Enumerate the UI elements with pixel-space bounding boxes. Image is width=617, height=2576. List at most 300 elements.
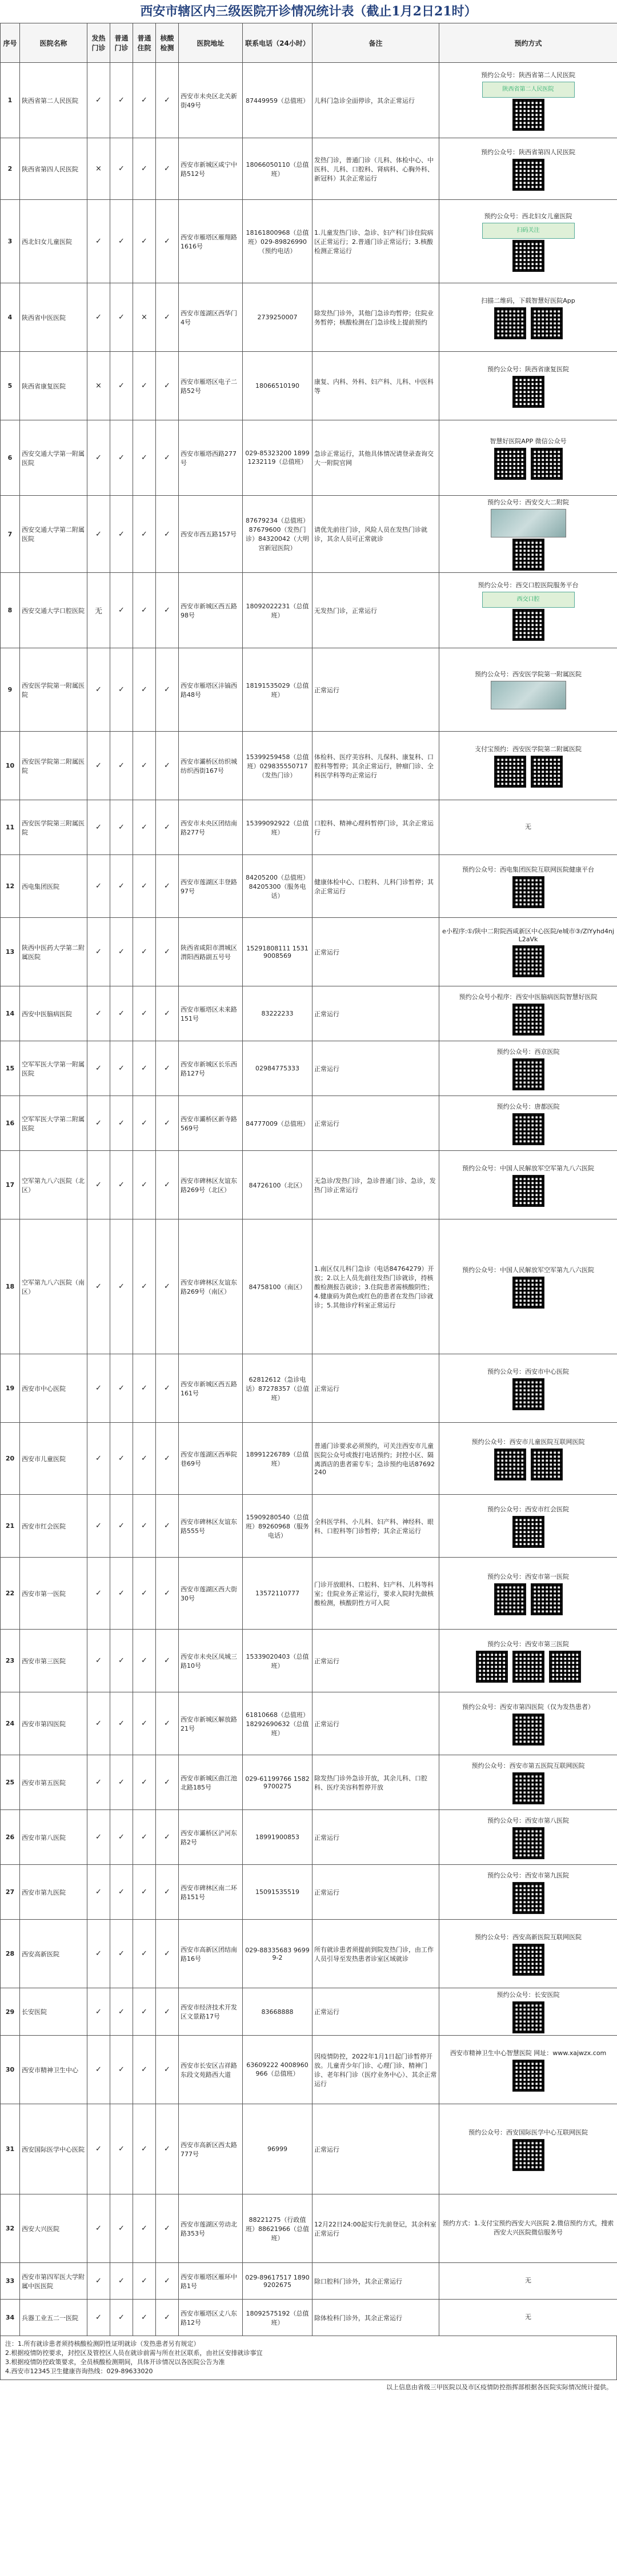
qr-code-icon[interactable] bbox=[494, 1583, 526, 1615]
hospital-phone: 15399092922（总值班） bbox=[243, 800, 312, 855]
nucleic-test-status: ✓ bbox=[156, 1810, 179, 1865]
booking-text: 预约公众号：陕西省康复医院 bbox=[487, 365, 569, 373]
nucleic-test-status: ✓ bbox=[156, 1865, 179, 1920]
hospital-name: 西安交通大学第二附属医院 bbox=[20, 496, 87, 573]
outpatient-status: ✓ bbox=[110, 648, 133, 732]
hospital-note: 无急诊/发热门诊，急诊普通门诊、急诊，发热门诊正常运行 bbox=[312, 1151, 439, 1219]
hospital-name: 西安国际医学中心医院 bbox=[20, 2104, 87, 2194]
outpatient-status: ✓ bbox=[110, 1219, 133, 1354]
inpatient-status: ✓ bbox=[133, 1096, 156, 1151]
booking-text: 预约公众号：唐都医院 bbox=[496, 1102, 560, 1110]
nucleic-test-status: ✓ bbox=[156, 918, 179, 986]
hospital-address: 西安市新城区咸宁中路512号 bbox=[179, 138, 243, 200]
qr-code-icon[interactable] bbox=[549, 1651, 581, 1683]
booking-method[interactable] bbox=[439, 63, 617, 138]
nucleic-test-status: ✓ bbox=[156, 1920, 179, 1988]
nucleic-test-status: ✓ bbox=[156, 648, 179, 732]
fever-clinic-status: ✓ bbox=[87, 918, 110, 986]
hospital-phone: 87449959（总值班） bbox=[243, 63, 312, 138]
inpatient-status: × bbox=[133, 283, 156, 352]
qr-code-icon[interactable] bbox=[512, 1004, 544, 1036]
booking-text: 扫描二维码，下载智慧好医院App bbox=[481, 296, 575, 304]
qr-code-group bbox=[441, 159, 615, 191]
header-phone: 联系电话（24小时） bbox=[243, 23, 312, 63]
qr-code-icon[interactable] bbox=[476, 1651, 508, 1683]
hospital-phone: 029-88335683 96999-2 bbox=[243, 1920, 312, 1988]
hospital-address: 西安市未央区团结南路277号 bbox=[179, 800, 243, 855]
hospital-name: 西安市第一医院 bbox=[20, 1558, 87, 1630]
qr-code-icon[interactable] bbox=[494, 448, 526, 480]
booking-text: 预约公众号：西安交大二附院 bbox=[487, 499, 569, 506]
inpatient-status: ✓ bbox=[133, 986, 156, 1041]
row-number: 20 bbox=[1, 1423, 20, 1495]
qr-code-group bbox=[441, 1175, 615, 1207]
booking-text: 预约公众号：西安市第三医院 bbox=[487, 1640, 569, 1648]
hospital-phone: 84758100（南区） bbox=[243, 1219, 312, 1354]
hospital-phone: 18092575192（总值班） bbox=[243, 2300, 312, 2336]
inpatient-status: ✓ bbox=[133, 800, 156, 855]
hospital-note: 无发热门诊，正常运行 bbox=[312, 573, 439, 648]
inpatient-status: ✓ bbox=[133, 1151, 156, 1219]
booking-method[interactable] bbox=[439, 1810, 617, 1865]
hospital-note: 普通门诊要求必须预约，可关注西安市儿童医院公众号或拨打电话预约；封控小区、隔离酒店的患者需专车；急诊预约电话87692240 bbox=[312, 1423, 439, 1495]
table-row bbox=[1, 1865, 617, 1920]
qr-code-icon[interactable] bbox=[531, 756, 563, 788]
fever-clinic-status: ✓ bbox=[87, 2300, 110, 2336]
qr-code-icon[interactable] bbox=[512, 1944, 544, 1976]
nucleic-test-status: ✓ bbox=[156, 1096, 179, 1151]
nucleic-test-status: ✓ bbox=[156, 1151, 179, 1219]
hospital-name: 西安市儿童医院 bbox=[20, 1423, 87, 1495]
header-fever: 发热门诊 bbox=[87, 23, 110, 63]
outpatient-status: ✓ bbox=[110, 352, 133, 420]
hospital-note: 除体检科门诊外，其余正常运行 bbox=[312, 2300, 439, 2336]
hospital-address: 西安市长安区吉祥路东段文苑路西大道 bbox=[179, 2036, 243, 2104]
inpatient-status: ✓ bbox=[133, 1755, 156, 1810]
hospital-phone: 2739250007 bbox=[243, 283, 312, 352]
inpatient-status: ✓ bbox=[133, 496, 156, 573]
hospital-note: 除发热门诊外急诊开放，其余儿科、口腔科、医疗美容科暂停开放 bbox=[312, 1755, 439, 1810]
outpatient-status: ✓ bbox=[110, 1151, 133, 1219]
inpatient-status: ✓ bbox=[133, 2104, 156, 2194]
qr-code-group bbox=[441, 307, 615, 339]
footnote: 2.根据疫情防控要求，封控区及管控区人员在就诊前需与所在社区联系，由社区安排就诊事宜 bbox=[5, 2349, 263, 2357]
qr-code-group bbox=[441, 2139, 615, 2171]
hospital-address: 西安市莲湖区西华门4号 bbox=[179, 283, 243, 352]
booking-text: 预约公众号：西交口腔医院服务平台 bbox=[478, 581, 579, 589]
booking-text: 预约公众号：陕西省第二人民医院 bbox=[481, 71, 575, 79]
table-row bbox=[1, 1920, 617, 1988]
outpatient-status: ✓ bbox=[110, 2104, 133, 2194]
qr-code-group bbox=[441, 1378, 615, 1410]
qr-code-icon[interactable] bbox=[494, 756, 526, 788]
booking-method[interactable] bbox=[439, 1151, 617, 1219]
qr-code-icon[interactable] bbox=[512, 1516, 544, 1548]
outpatient-status: ✓ bbox=[110, 1692, 133, 1755]
table-row bbox=[1, 1354, 617, 1423]
booking-text: 预约公众号：西北妇女儿童医院 bbox=[484, 212, 572, 220]
fever-clinic-status: ✓ bbox=[87, 496, 110, 573]
booking-method[interactable] bbox=[439, 2104, 617, 2194]
booking-method[interactable] bbox=[439, 2263, 617, 2300]
qr-code-icon[interactable] bbox=[512, 1827, 544, 1859]
outpatient-status: ✓ bbox=[110, 1988, 133, 2036]
inpatient-status: ✓ bbox=[133, 1920, 156, 1988]
booking-method[interactable] bbox=[439, 918, 617, 986]
booking-method[interactable] bbox=[439, 1692, 617, 1755]
booking-method[interactable] bbox=[439, 1558, 617, 1630]
fever-clinic-status: ✓ bbox=[87, 63, 110, 138]
hospital-name: 西安市第八医院 bbox=[20, 1810, 87, 1865]
hospital-phone: 18991226789（总值班） bbox=[243, 1423, 312, 1495]
qr-code-group bbox=[441, 756, 615, 788]
booking-method[interactable] bbox=[439, 1920, 617, 1988]
table-row bbox=[1, 573, 617, 648]
hospital-name: 空军军医大学第二附属医院 bbox=[20, 1096, 87, 1151]
outpatient-status: ✓ bbox=[110, 283, 133, 352]
qr-code-group bbox=[441, 1058, 615, 1090]
fever-clinic-status: × bbox=[87, 352, 110, 420]
inpatient-status: ✓ bbox=[133, 1558, 156, 1630]
inpatient-status: ✓ bbox=[133, 1810, 156, 1865]
fever-clinic-status: × bbox=[87, 138, 110, 200]
hospital-address: 西安市雁塔区电子二路52号 bbox=[179, 352, 243, 420]
booking-text: 预约公众号：西安市第四医院（仅为发热患者） bbox=[462, 1703, 594, 1711]
booking-method[interactable] bbox=[439, 420, 617, 496]
booking-method[interactable] bbox=[439, 352, 617, 420]
row-number: 27 bbox=[1, 1865, 20, 1920]
row-number: 15 bbox=[1, 1041, 20, 1096]
row-number: 22 bbox=[1, 1558, 20, 1630]
table-row bbox=[1, 1755, 617, 1810]
qr-code-icon[interactable] bbox=[512, 1651, 544, 1683]
row-number: 21 bbox=[1, 1495, 20, 1558]
hospital-note: 因疫情防控，2022年1月1日起门诊暂停开放。儿童青少年门诊、心理门诊、精神门诊、老年科门诊（医疗业务中心）、其余正常运行 bbox=[312, 2036, 439, 2104]
fever-clinic-status: ✓ bbox=[87, 800, 110, 855]
hospital-address: 西安市新城区西五路161号 bbox=[179, 1354, 243, 1423]
qr-code-group bbox=[441, 945, 615, 977]
booking-method[interactable] bbox=[439, 2300, 617, 2336]
hospital-name: 西安医学院第二附属医院 bbox=[20, 732, 87, 800]
outpatient-status: ✓ bbox=[110, 1920, 133, 1988]
row-number: 33 bbox=[1, 2263, 20, 2300]
hospital-note: 全科医学科、小儿科、妇产科、神经科、眼科、口腔科等门诊暂停；其余正常运行 bbox=[312, 1495, 439, 1558]
table-row bbox=[1, 63, 617, 138]
booking-method[interactable] bbox=[439, 200, 617, 283]
table-row bbox=[1, 855, 617, 918]
nucleic-test-status: ✓ bbox=[156, 283, 179, 352]
row-number: 10 bbox=[1, 732, 20, 800]
hospital-name: 空军军医大学第一附属医院 bbox=[20, 1041, 87, 1096]
inpatient-status: ✓ bbox=[133, 648, 156, 732]
inpatient-status: ✓ bbox=[133, 1219, 156, 1354]
hospital-name: 西安市第三医院 bbox=[20, 1630, 87, 1692]
hospital-phone: 029-61199766 15829700275 bbox=[243, 1755, 312, 1810]
qr-code-icon[interactable] bbox=[512, 609, 544, 641]
outpatient-status: ✓ bbox=[110, 63, 133, 138]
inpatient-status: ✓ bbox=[133, 918, 156, 986]
nucleic-test-status: ✓ bbox=[156, 800, 179, 855]
footnote: 3.根据疫情防控政策要求，全员核酸检测期间，具体开诊情况以各医院公告为准 bbox=[5, 2358, 225, 2366]
header-address: 医院地址 bbox=[179, 23, 243, 63]
fever-clinic-status: ✓ bbox=[87, 200, 110, 283]
hospital-phone: 61810668（总值班）18292690632（总值班） bbox=[243, 1692, 312, 1755]
qr-code-group bbox=[441, 1651, 615, 1683]
table-row bbox=[1, 283, 617, 352]
row-number: 23 bbox=[1, 1630, 20, 1692]
booking-text: 预约公众号：西安高新医院互联网医院 bbox=[475, 1933, 582, 1941]
booking-method[interactable] bbox=[439, 1354, 617, 1423]
fever-clinic-status: ✓ bbox=[87, 2104, 110, 2194]
hospital-address: 西安市高新区西太路777号 bbox=[179, 2104, 243, 2194]
hospital-note: 正常运行 bbox=[312, 2104, 439, 2194]
row-number: 16 bbox=[1, 1096, 20, 1151]
nucleic-test-status: ✓ bbox=[156, 1558, 179, 1630]
qr-code-icon[interactable] bbox=[512, 1714, 544, 1746]
inpatient-status: ✓ bbox=[133, 2194, 156, 2263]
hospital-phone: 18191535029（总值班） bbox=[243, 648, 312, 732]
hospital-phone: 84777009（总值班） bbox=[243, 1096, 312, 1151]
header-outpatient: 普通门诊 bbox=[110, 23, 133, 63]
qr-code-group bbox=[441, 1714, 615, 1746]
hospital-address: 西安市莲湖区丰登路97号 bbox=[179, 855, 243, 918]
booking-text: 预约公众号：西安市第九医院 bbox=[487, 1871, 569, 1879]
inpatient-status: ✓ bbox=[133, 63, 156, 138]
fever-clinic-status: ✓ bbox=[87, 2036, 110, 2104]
fever-clinic-status: ✓ bbox=[87, 1920, 110, 1988]
hospital-address: 西安市碑林区友谊东路269号（南区） bbox=[179, 1219, 243, 1354]
table-header-row bbox=[1, 23, 617, 63]
qr-code-icon[interactable] bbox=[512, 99, 544, 131]
booking-text: 预约公众号：西安市红会医院 bbox=[487, 1505, 569, 1513]
fever-clinic-status: ✓ bbox=[87, 1041, 110, 1096]
row-number: 13 bbox=[1, 918, 20, 986]
qr-code-icon[interactable] bbox=[512, 1113, 544, 1145]
row-number: 19 bbox=[1, 1354, 20, 1423]
hospital-address: 西安市碑林区南二环路151号 bbox=[179, 1865, 243, 1920]
hospital-address: 西安市雁塔西路277号 bbox=[179, 420, 243, 496]
inpatient-status: ✓ bbox=[133, 1630, 156, 1692]
hospital-name: 西安医学院第三附属医院 bbox=[20, 800, 87, 855]
nucleic-test-status: ✓ bbox=[156, 352, 179, 420]
qr-code-icon[interactable] bbox=[512, 1378, 544, 1410]
booking-text: 预约公众号：西安市中心医院 bbox=[487, 1367, 569, 1375]
row-number: 14 bbox=[1, 986, 20, 1041]
hospital-name: 西安市第四医院 bbox=[20, 1692, 87, 1755]
hospital-note: 口腔科、精神心理科暂停门诊，其余正常运行 bbox=[312, 800, 439, 855]
booking-text: 无 bbox=[525, 2276, 531, 2284]
nucleic-test-status: ✓ bbox=[156, 1988, 179, 2036]
qr-code-icon[interactable] bbox=[512, 539, 544, 571]
outpatient-status: ✓ bbox=[110, 2194, 133, 2263]
nucleic-test-status: ✓ bbox=[156, 200, 179, 283]
fever-clinic-status: ✓ bbox=[87, 1495, 110, 1558]
header-inpatient: 普通住院 bbox=[133, 23, 156, 63]
inpatient-status: ✓ bbox=[133, 1495, 156, 1558]
qr-code-icon[interactable] bbox=[512, 2001, 544, 2033]
table-row bbox=[1, 1495, 617, 1558]
hospital-note: 请优先前往门诊，风险人员在发热门诊就诊，其余人员可正常就诊 bbox=[312, 496, 439, 573]
booking-banner-image: 扫码关注 bbox=[482, 223, 575, 239]
booking-method[interactable] bbox=[439, 648, 617, 732]
qr-code-icon[interactable] bbox=[512, 876, 544, 908]
qr-code-icon[interactable] bbox=[531, 307, 563, 339]
hospital-note: 正常运行 bbox=[312, 1630, 439, 1692]
nucleic-test-status: ✓ bbox=[156, 855, 179, 918]
booking-method[interactable] bbox=[439, 1495, 617, 1558]
qr-code-icon[interactable] bbox=[512, 1175, 544, 1207]
hospital-phone: 15339020403（总值班） bbox=[243, 1630, 312, 1692]
hospital-phone: 87679234（总值班）87679600（发热门诊）84320042（大明宫新冠医院） bbox=[243, 496, 312, 573]
hospital-address: 西安市雁塔区丈八东路12号 bbox=[179, 2300, 243, 2336]
qr-code-icon[interactable] bbox=[512, 1772, 544, 1804]
inpatient-status: ✓ bbox=[133, 420, 156, 496]
qr-code-icon[interactable] bbox=[512, 376, 544, 408]
row-number: 5 bbox=[1, 352, 20, 420]
table-row bbox=[1, 1988, 617, 2036]
booking-method[interactable] bbox=[439, 1041, 617, 1096]
inpatient-status: ✓ bbox=[133, 1692, 156, 1755]
row-number: 4 bbox=[1, 283, 20, 352]
qr-code-icon[interactable] bbox=[512, 240, 544, 272]
inpatient-status: ✓ bbox=[133, 200, 156, 283]
outpatient-status: ✓ bbox=[110, 496, 133, 573]
booking-method[interactable] bbox=[439, 573, 617, 648]
fever-clinic-status: ✓ bbox=[87, 2194, 110, 2263]
booking-text: 预约公众号：西安国际医学中心互联网医院 bbox=[468, 2128, 588, 2136]
booking-method[interactable] bbox=[439, 1219, 617, 1354]
hospital-note: 除口腔科门诊外，其余正常运行 bbox=[312, 2263, 439, 2300]
booking-method[interactable] bbox=[439, 1630, 617, 1692]
booking-method[interactable] bbox=[439, 1988, 617, 2036]
hospital-phone: 84726100（北区） bbox=[243, 1151, 312, 1219]
qr-code-group bbox=[441, 1882, 615, 1914]
outpatient-status: ✓ bbox=[110, 420, 133, 496]
qr-code-icon[interactable] bbox=[531, 1583, 563, 1615]
qr-code-group bbox=[441, 609, 615, 641]
qr-code-icon[interactable] bbox=[512, 159, 544, 191]
booking-method[interactable] bbox=[439, 138, 617, 200]
table-row bbox=[1, 2104, 617, 2194]
hospital-phone: 84205200（总值班）84205300（服务电话） bbox=[243, 855, 312, 918]
hospital-address: 西安市灞桥区浐河东路2号 bbox=[179, 1810, 243, 1865]
qr-code-icon[interactable] bbox=[512, 1058, 544, 1090]
qr-code-icon[interactable] bbox=[512, 1882, 544, 1914]
hospital-phone: 18066510190 bbox=[243, 352, 312, 420]
nucleic-test-status: ✓ bbox=[156, 2104, 179, 2194]
nucleic-test-status: ✓ bbox=[156, 1041, 179, 1096]
hospital-phone: 88221275（行政值班）88621966（总值班） bbox=[243, 2194, 312, 2263]
hospital-name: 西安中医脑病医院 bbox=[20, 986, 87, 1041]
row-number: 31 bbox=[1, 2104, 20, 2194]
fever-clinic-status: ✓ bbox=[87, 1755, 110, 1810]
header-name: 医院名称 bbox=[20, 23, 87, 63]
nucleic-test-status: ✓ bbox=[156, 2300, 179, 2336]
footnotes bbox=[0, 2336, 617, 2380]
booking-method[interactable] bbox=[439, 855, 617, 918]
qr-code-group bbox=[441, 1772, 615, 1804]
qr-code-icon[interactable] bbox=[531, 448, 563, 480]
booking-method[interactable] bbox=[439, 2194, 617, 2263]
booking-method[interactable] bbox=[439, 986, 617, 1041]
nucleic-test-status: ✓ bbox=[156, 573, 179, 648]
fever-clinic-status: ✓ bbox=[87, 1423, 110, 1495]
row-number: 8 bbox=[1, 573, 20, 648]
qr-code-icon[interactable] bbox=[494, 307, 526, 339]
outpatient-status: ✓ bbox=[110, 732, 133, 800]
qr-code-icon[interactable] bbox=[512, 2060, 544, 2092]
hospital-phone: 18991900853 bbox=[243, 1810, 312, 1865]
booking-text: 预约方式：1.支付宝预约西安大兴医院 2.微信预约方式，搜索西安大兴医院微信服务号 bbox=[442, 2219, 614, 2236]
table-row bbox=[1, 1692, 617, 1755]
fever-clinic-status: ✓ bbox=[87, 1630, 110, 1692]
row-number: 2 bbox=[1, 138, 20, 200]
outpatient-status: ✓ bbox=[110, 918, 133, 986]
row-number: 28 bbox=[1, 1920, 20, 1988]
booking-method[interactable] bbox=[439, 732, 617, 800]
booking-method[interactable] bbox=[439, 2036, 617, 2104]
hospital-name: 兵器工业五二一医院 bbox=[20, 2300, 87, 2336]
qr-code-icon[interactable] bbox=[512, 1277, 544, 1309]
qr-code-icon[interactable] bbox=[531, 1449, 563, 1480]
hospital-address: 西安市灞桥区新寺路569号 bbox=[179, 1096, 243, 1151]
booking-method[interactable] bbox=[439, 496, 617, 573]
fever-clinic-status: ✓ bbox=[87, 1692, 110, 1755]
hospital-note: 发热门诊，普通门诊（儿科、体检中心、中医科、儿科、口腔科、肾病科、心胸外科、新冠科）其余正常运行 bbox=[312, 138, 439, 200]
fever-clinic-status: ✓ bbox=[87, 986, 110, 1041]
inpatient-status: ✓ bbox=[133, 732, 156, 800]
qr-code-icon[interactable] bbox=[494, 1449, 526, 1480]
row-number: 9 bbox=[1, 648, 20, 732]
hospital-address: 西安市灞桥区纺织城纺织西街167号 bbox=[179, 732, 243, 800]
hospital-note: 正常运行 bbox=[312, 1810, 439, 1865]
booking-method[interactable] bbox=[439, 1096, 617, 1151]
hospital-phone: 63609222 4008960966（总值班） bbox=[243, 2036, 312, 2104]
fever-clinic-status: ✓ bbox=[87, 1151, 110, 1219]
table-row bbox=[1, 496, 617, 573]
outpatient-status: ✓ bbox=[110, 1041, 133, 1096]
hospital-address: 西安市莲湖区西举院巷69号 bbox=[179, 1423, 243, 1495]
booking-banner-image: 西交口腔 bbox=[482, 592, 575, 608]
header-no: 序号 bbox=[1, 23, 20, 63]
fever-clinic-status: ✓ bbox=[87, 1558, 110, 1630]
fever-clinic-status: 无 bbox=[87, 573, 110, 648]
hospital-name: 陕西省中医医院 bbox=[20, 283, 87, 352]
booking-text: 预约公众号：西安市第五医院互联网医院 bbox=[471, 1762, 585, 1770]
hospital-address: 西安市未央区北关新街49号 bbox=[179, 63, 243, 138]
table-row bbox=[1, 200, 617, 283]
qr-code-icon[interactable] bbox=[512, 945, 544, 977]
booking-method[interactable] bbox=[439, 283, 617, 352]
booking-method[interactable] bbox=[439, 1755, 617, 1810]
booking-method[interactable] bbox=[439, 800, 617, 855]
hospital-name: 陕西中医药大学第二附属医院 bbox=[20, 918, 87, 986]
qr-code-icon[interactable] bbox=[512, 2139, 544, 2171]
fever-clinic-status: ✓ bbox=[87, 1865, 110, 1920]
hospital-note: 正常运行 bbox=[312, 1865, 439, 1920]
booking-method[interactable] bbox=[439, 1865, 617, 1920]
hospital-address: 陕西省咸阳市渭城区渭阳西路副五号号 bbox=[179, 918, 243, 986]
fever-clinic-status: ✓ bbox=[87, 1096, 110, 1151]
hospital-name: 西安交通大学第一附属医院 bbox=[20, 420, 87, 496]
outpatient-status: ✓ bbox=[110, 1096, 133, 1151]
page-title: 西安市辖区内三级医院开诊情况统计表（截止1月2日21时） bbox=[140, 4, 477, 19]
row-number: 24 bbox=[1, 1692, 20, 1755]
hospital-address: 西安市雁塔区雁翔路1616号 bbox=[179, 200, 243, 283]
hospital-name: 西安市第五医院 bbox=[20, 1755, 87, 1810]
booking-text: 无 bbox=[525, 822, 531, 830]
booking-method[interactable] bbox=[439, 1423, 617, 1495]
